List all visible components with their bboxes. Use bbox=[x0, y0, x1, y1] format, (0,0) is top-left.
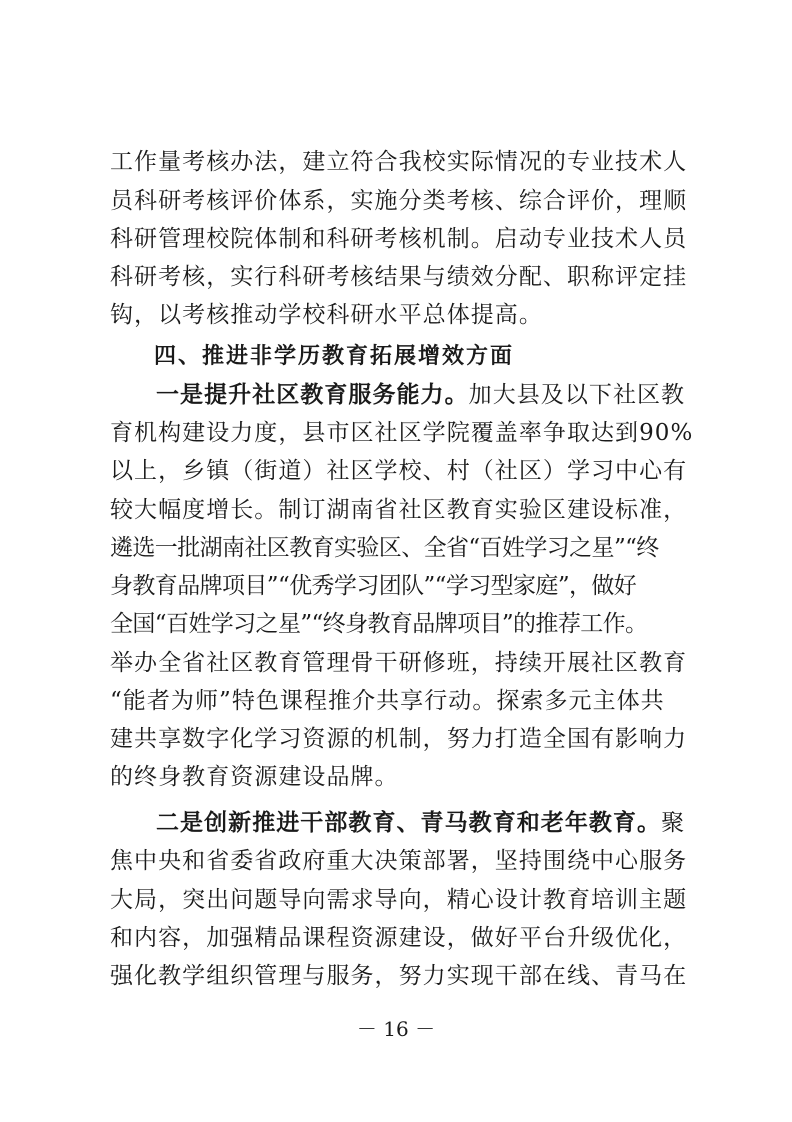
body-line-16: 建共享数字化学习资源的机制，努力打造全国有影响力 bbox=[110, 726, 688, 752]
body-line-21: 和内容，加强精品课程资源建设，做好平台升级优化， bbox=[110, 925, 688, 951]
paragraph-2-lead-rest: 聚 bbox=[661, 810, 686, 836]
paragraph-2-first-line bbox=[156, 805, 690, 841]
body-line-19: 焦中央和省委省政府重大决策部署，坚持围绕中心服务 bbox=[110, 848, 688, 874]
body-line-5: 钩，以考核推动学校科研水平总体提高。 bbox=[110, 302, 543, 328]
page-number: － 16 － bbox=[356, 1017, 436, 1041]
body-line-13: 全国“百姓学习之星”“终身教育品牌项目”的推荐工作。 bbox=[110, 611, 648, 637]
body-line-3: 科研管理校院体制和科研考核机制。启动专业技术人员 bbox=[110, 226, 688, 252]
body-line-22: 强化教学组织管理与服务，努力实现干部在线、青马在 bbox=[110, 963, 688, 989]
body-line-9: 以上，乡镇（街道）社区学校、村（社区）学习中心有 bbox=[110, 458, 688, 484]
body-line-2: 员科研考核评价体系，实施分类考核、综合评价，理顺 bbox=[110, 188, 688, 214]
body-line-17: 的终身教育资源建设品牌。 bbox=[110, 764, 399, 790]
paragraph-2-lead: 二是创新推进干部教育、青马教育和老年教育。 bbox=[156, 809, 662, 836]
body-line-4: 科研考核，实行科研考核结果与绩效分配、职称评定挂 bbox=[110, 264, 688, 290]
paragraph-1-lead-rest: 加大县及以下社区教 bbox=[468, 382, 686, 408]
body-line-11: 遴选一批湖南社区教育实验区、全省“百姓学习之星”“终 bbox=[110, 535, 659, 561]
body-line-20: 大局，突出问题导向需求导向，精心设计教育培训主题 bbox=[110, 887, 688, 913]
body-line-1: 工作量考核办法，建立符合我校实际情况的专业技术人 bbox=[110, 149, 688, 175]
body-line-12: 身教育品牌项目”“优秀学习团队”“学习型家庭”，做好 bbox=[110, 573, 637, 599]
paragraph-1-first-line bbox=[156, 377, 690, 413]
body-line-8: 育机构建设力度，县市区社区学院覆盖率争取达到90% bbox=[110, 420, 694, 446]
body-line-10: 较大幅度增长。制订湖南省社区教育实验区建设标准， bbox=[110, 497, 688, 523]
body-line-14: 举办全省社区教育管理骨干研修班，持续开展社区教育 bbox=[110, 650, 688, 676]
section-heading: 四、推进非学历教育拓展增效方面 bbox=[154, 344, 515, 369]
paragraph-1-lead: 一是提升社区教育服务能力。 bbox=[156, 381, 469, 408]
body-line-15: “能者为师”特色课程推介共享行动。探索多元主体共 bbox=[110, 688, 665, 714]
